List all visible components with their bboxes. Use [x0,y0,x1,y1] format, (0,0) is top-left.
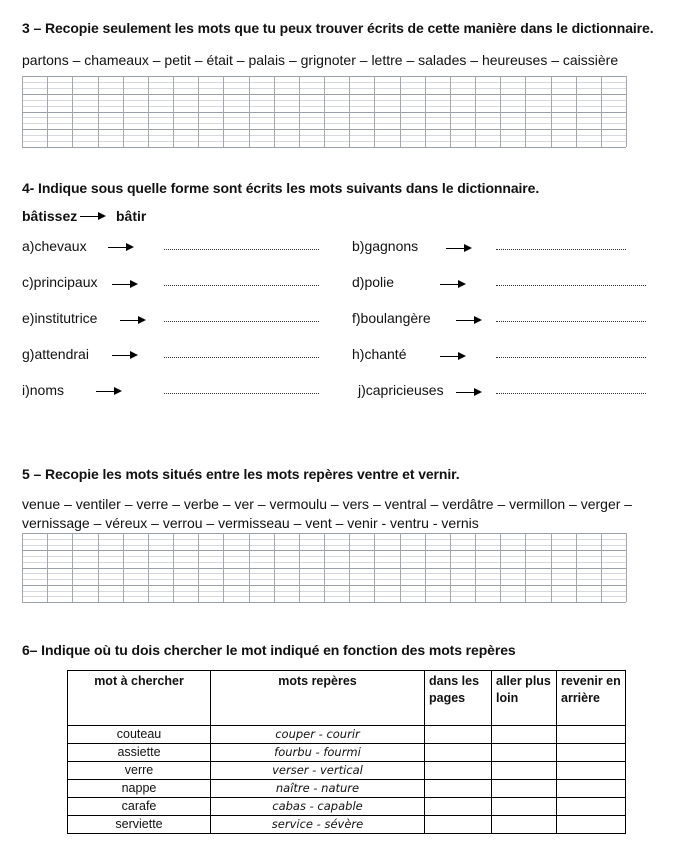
q4-answer-g[interactable] [164,357,319,358]
grid-column-line [198,76,199,147]
grid-column-line [22,76,23,147]
q4-item-c: c)principaux [22,274,98,290]
header-go-further: aller plus loin [492,671,557,726]
grid-column-line [450,76,451,147]
checkbox-cell-go-back[interactable] [557,726,626,744]
q4-item-a: a)chevaux [22,238,87,254]
grid-column-line [274,76,275,147]
checkbox-cell-go-back[interactable] [557,762,626,780]
checkbox-cell-go-back[interactable] [557,780,626,798]
grid-column-line [47,533,48,602]
grid-column-line [601,76,602,147]
q4-item-f: f)boulangère [352,310,431,326]
grid-column-line [349,533,350,602]
row-word: nappe [68,780,211,798]
grid-column-line [98,533,99,602]
arrow-icon [456,320,480,321]
grid-column-line [626,76,627,147]
row-word: assiette [68,744,211,762]
grid-column-line [274,533,275,602]
grid-column-line [475,533,476,602]
q4-answer-h[interactable] [496,357,646,358]
arrow-icon [80,216,104,217]
q3-title: 3 – Recopie seulement les mots que tu peux trouver écrits de cette manière dans le dictionnaire. [22,20,654,36]
row-word: carafe [68,798,211,816]
grid-column-line [299,76,300,147]
q4-item-h: h)chanté [352,346,407,362]
grid-column-line [551,533,552,602]
grid-line [22,147,626,148]
q4-answer-d[interactable] [496,285,646,286]
checkbox-cell-go-back[interactable] [557,798,626,816]
arrow-icon [120,320,144,321]
grid-column-line [249,533,250,602]
checkbox-cell-in-pages[interactable] [425,726,492,744]
grid-column-line [349,76,350,147]
checkbox-cell-in-pages[interactable] [425,798,492,816]
grid-column-line [576,533,577,602]
arrow-icon [440,284,464,285]
grid-column-line [299,533,300,602]
q5-writing-grid[interactable] [22,533,626,602]
q5-word-list-line1: venue – ventiler – verre – verbe – ver – vermoulu – vers – ventral – verdâtre – vermillon – verger – [22,496,633,512]
grid-column-line [223,533,224,602]
q4-answer-b[interactable] [496,249,626,250]
arrow-icon [112,284,136,285]
checkbox-cell-go-further[interactable] [492,762,557,780]
table-row [68,816,626,834]
grid-column-line [148,76,149,147]
checkbox-cell-in-pages[interactable] [425,762,492,780]
checkbox-cell-go-back[interactable] [557,816,626,834]
table-row [68,798,626,816]
grid-column-line [576,76,577,147]
row-guide-words: service - sévère [211,816,425,834]
checkbox-cell-go-further[interactable] [492,726,557,744]
checkbox-cell-in-pages[interactable] [425,744,492,762]
grid-line [22,602,626,603]
grid-column-line [22,533,23,602]
q4-item-e: e)institutrice [22,310,98,326]
grid-column-line [400,76,401,147]
header-in-pages: dans les pages [425,671,492,726]
grid-column-line [425,533,426,602]
grid-column-line [425,76,426,147]
q4-answer-a[interactable] [164,249,319,250]
header-go-back: revenir en arrière [557,671,626,726]
q4-answer-j[interactable] [496,393,646,394]
grid-column-line [223,76,224,147]
row-word: serviette [68,816,211,834]
grid-column-line [72,76,73,147]
grid-column-line [525,533,526,602]
checkbox-cell-in-pages[interactable] [425,780,492,798]
grid-column-line [500,533,501,602]
q5-title: 5 – Recopie les mots situés entre les mots repères ventre et vernir. [22,466,460,482]
header-guide-words: mots repères [211,671,425,726]
q5-word-list-line2: vernissage – véreux – verrou – vermisseau – vent – venir - ventru - vernis [22,515,479,531]
arrow-icon [112,355,136,356]
row-guide-words: verser - vertical [211,762,425,780]
q4-answer-c[interactable] [164,285,319,286]
checkbox-cell-go-further[interactable] [492,798,557,816]
q6-table [67,670,626,834]
q4-item-j: j)capricieuses [358,382,444,398]
grid-column-line [525,76,526,147]
grid-column-line [98,76,99,147]
q4-answer-i[interactable] [164,393,319,394]
grid-column-line [324,76,325,147]
grid-column-line [72,533,73,602]
grid-column-line [626,533,627,602]
header-word-to-find: mot à chercher [68,671,211,726]
row-word: couteau [68,726,211,744]
arrow-icon [440,356,464,357]
grid-column-line [324,533,325,602]
checkbox-cell-go-back[interactable] [557,744,626,762]
table-row [68,744,626,762]
grid-column-line [249,76,250,147]
q6-title: 6– Indique où tu dois chercher le mot indiqué en fonction des mots repères [22,642,516,658]
grid-column-line [450,533,451,602]
grid-column-line [173,533,174,602]
grid-column-line [400,533,401,602]
checkbox-cell-in-pages[interactable] [425,816,492,834]
row-guide-words: naître - nature [211,780,425,798]
q4-answer-f[interactable] [496,321,646,322]
row-guide-words: couper - courir [211,726,425,744]
q4-title: 4- Indique sous quelle forme sont écrits les mots suivants dans le dictionnaire. [22,180,540,196]
table-row [68,780,626,798]
grid-column-line [374,76,375,147]
grid-column-line [475,76,476,147]
q4-item-i: i)noms [22,382,65,398]
q4-answer-e[interactable] [164,321,319,322]
row-word: verre [68,762,211,780]
q3-writing-grid[interactable] [22,76,626,147]
grid-column-line [601,533,602,602]
grid-column-line [198,533,199,602]
row-guide-words: fourbu - fourmi [211,744,425,762]
table-row [68,726,626,744]
grid-column-line [123,76,124,147]
arrow-icon [456,392,480,393]
grid-column-line [374,533,375,602]
q3-word-list: partons – chameaux – petit – était – palais – grignoter – lettre – salades – heureuses – caissière [22,52,619,68]
q4-example-word: bâtissez [22,208,78,224]
q4-item-d: d)polie [352,274,395,290]
checkbox-cell-go-further[interactable] [492,780,557,798]
grid-column-line [47,76,48,147]
grid-column-line [173,76,174,147]
q4-item-b: b)gagnons [352,238,419,254]
arrow-icon [446,248,470,249]
grid-column-line [551,76,552,147]
q4-example-answer: bâtir [116,208,147,224]
table-row [68,762,626,780]
checkbox-cell-go-further[interactable] [492,816,557,834]
grid-column-line [123,533,124,602]
checkbox-cell-go-further[interactable] [492,744,557,762]
grid-column-line [500,76,501,147]
arrow-icon [96,391,120,392]
row-guide-words: cabas - capable [211,798,425,816]
grid-column-line [148,533,149,602]
arrow-icon [108,247,132,248]
q4-item-g: g)attendrai [22,346,89,362]
